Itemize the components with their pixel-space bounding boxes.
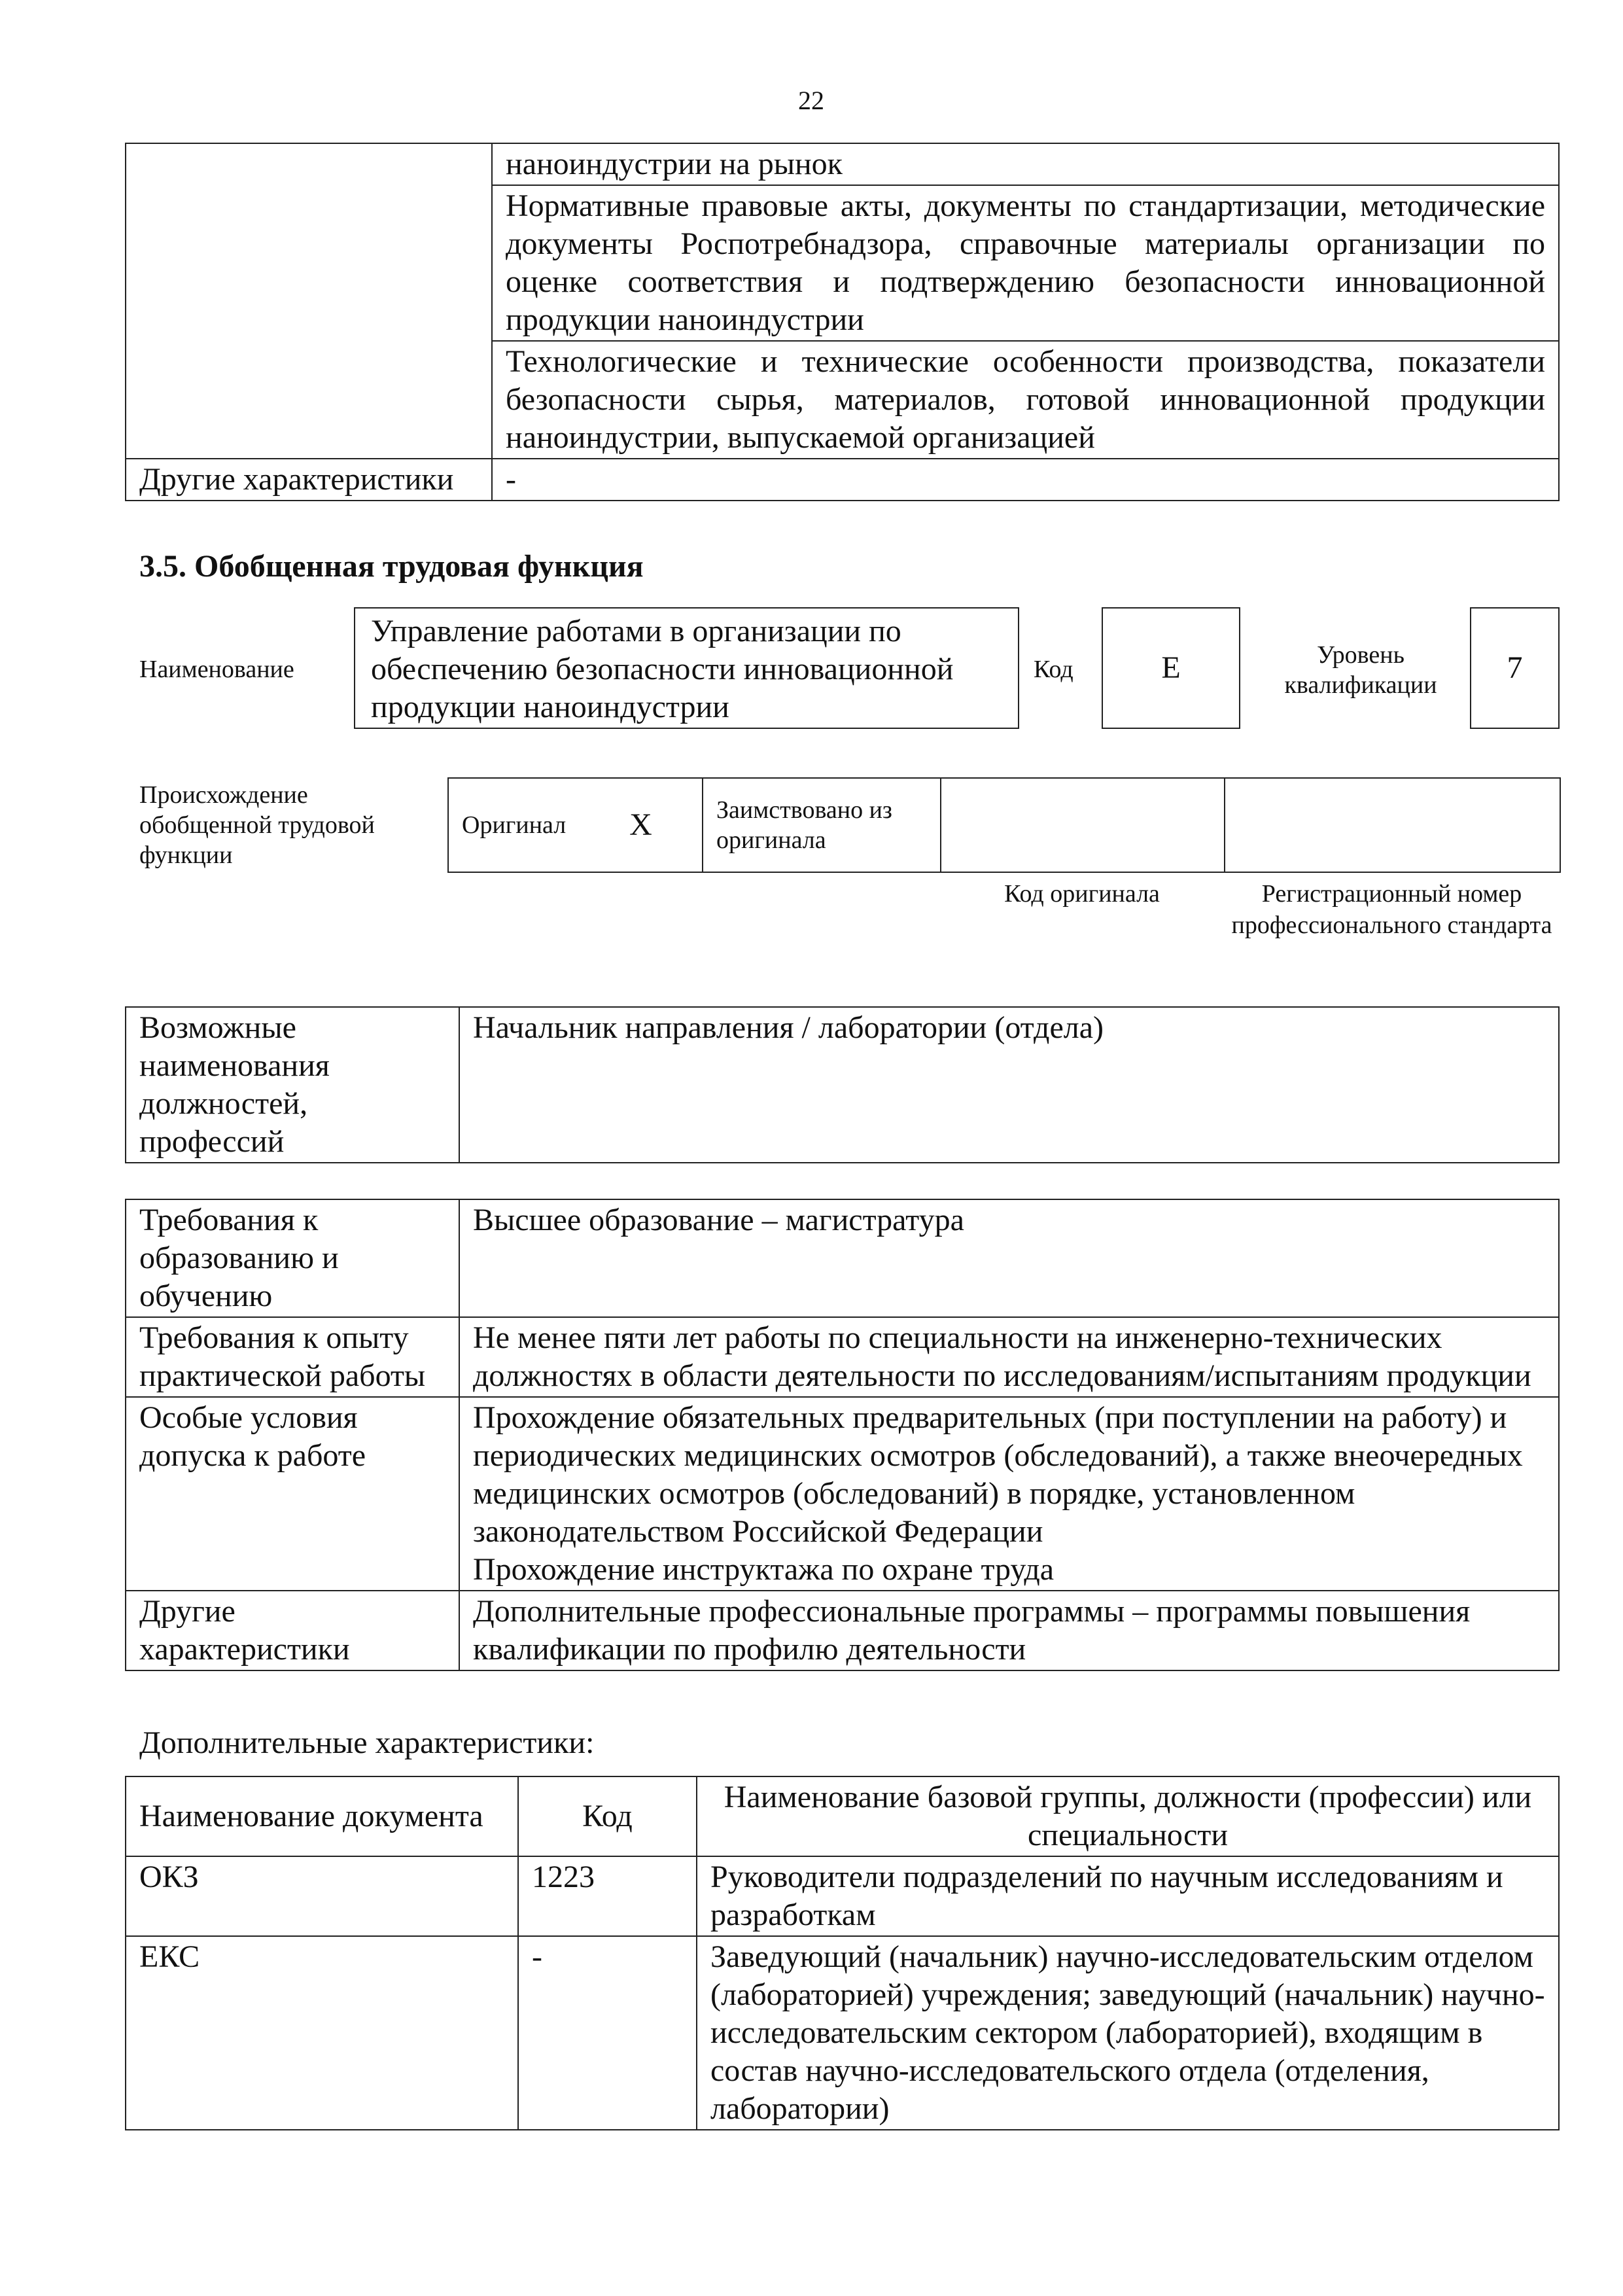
registration-number-caption: Регистрационный номер профессионального стандарта: [1231, 880, 1552, 939]
code-value-box: E: [1102, 607, 1240, 729]
table-row: [126, 1317, 1559, 1397]
section-title: 3.5. Обобщенная трудовая функция: [139, 549, 644, 584]
additional-title: Дополнительные характеристики:: [139, 1725, 595, 1760]
original-code-caption: Код оригинала: [1004, 880, 1160, 908]
row-doc: ОКЗ: [126, 1856, 518, 1936]
page-number: 22: [798, 86, 824, 115]
origin-label: Происхождение обобщенной трудовой функции: [139, 781, 375, 869]
code-label: Код: [1034, 656, 1073, 683]
admission-label: Особые условия допуска к работе: [126, 1397, 459, 1591]
table-row: [126, 143, 1559, 185]
experience-value: Не менее пяти лет работы по специальности на инженерно-технических должностях в области деятельности по исследованиям/испытаниям продукции: [459, 1317, 1559, 1397]
admission-line: Прохождение обязательных предварительных (при поступлении на работу) и периодических медицинских осмотров (обследований), а также внеочередных медицинских осмотров (обследований) в порядке, установленном законодательством Российской Федерации: [473, 1400, 1523, 1549]
education-value: Высшее образование – магистратура: [459, 1199, 1559, 1317]
continuation-table: [125, 143, 1560, 501]
other-characteristics-label: Другие характеристики: [126, 459, 492, 501]
level-label: Уровень квалификации: [1284, 641, 1437, 699]
table-row: [126, 1199, 1559, 1317]
level-value-box: 7: [1470, 607, 1560, 729]
education-label: Требования к образованию и обучению: [126, 1199, 459, 1317]
admission-line: Прохождение инструктажа по охране труда: [473, 1552, 1055, 1587]
table-cell: наноиндустрии на рынок: [492, 143, 1559, 185]
row-name: Заведующий (начальник) научно-исследовательским отделом (лабораторией) учреждения; заведующий (начальник) научно-исследовательским сектором (лабораторией), входящим в состав научно-исследовательского отдела (отделения, лаборатории): [697, 1936, 1559, 2130]
registration-number-cell: [1225, 778, 1560, 872]
row-doc: ЕКС: [126, 1936, 518, 2130]
other-characteristics-value: -: [492, 459, 1559, 501]
table-row: [126, 1591, 1559, 1670]
additional-table: [125, 1776, 1560, 2130]
table-row: [126, 459, 1559, 501]
positions-table: [125, 1006, 1560, 1163]
row-code: -: [518, 1936, 697, 2130]
experience-label: Требования к опыту практической работы: [126, 1317, 459, 1397]
table-cell: Нормативные правовые акты, документы по стандартизации, методические документы Роспотребнадзора, справочные материалы организации по оценке соответствия и подтверждению безопасности инновационной продукции наноиндустрии: [492, 185, 1559, 341]
row-code: 1223: [518, 1856, 697, 1936]
requirements-table: [125, 1199, 1560, 1671]
original-label: Оригинал: [448, 778, 580, 872]
header-group: Наименование базовой группы, должности (профессии) или специальности: [697, 1776, 1559, 1856]
header-document: Наименование документа: [126, 1776, 518, 1856]
table-header-row: [126, 1776, 1559, 1856]
table-row: [126, 1397, 1559, 1591]
positions-value: Начальник направления / лаборатории (отдела): [459, 1007, 1559, 1163]
function-name-box: Управление работами в организации по обеспечению безопасности инновационной продукции наноиндустрии: [354, 607, 1019, 729]
row-name: Руководители подразделений по научным исследованиям и разработкам: [697, 1856, 1559, 1936]
admission-value: [459, 1397, 1559, 1591]
table-row: [126, 1936, 1559, 2130]
header-code: Код: [518, 1776, 697, 1856]
name-label: Наименование: [139, 656, 294, 683]
borrowed-label: Заимствовано из оригинала: [703, 778, 941, 872]
original-mark: X: [580, 778, 703, 872]
table-cell: Технологические и технические особенности производства, показатели безопасности сырья, материалов, готовой инновационной продукции наноиндустрии, выпускаемой организацией: [492, 341, 1559, 459]
table-row: [126, 1856, 1559, 1936]
origin-table: [447, 777, 1561, 873]
original-code-cell: [941, 778, 1225, 872]
other-label: Другие характеристики: [126, 1591, 459, 1670]
other-value: Дополнительные профессиональные программы – программы повышения квалификации по профилю деятельности: [459, 1591, 1559, 1670]
table-cell-empty: [126, 143, 492, 459]
positions-label: Возможные наименования должностей, профессий: [126, 1007, 459, 1163]
